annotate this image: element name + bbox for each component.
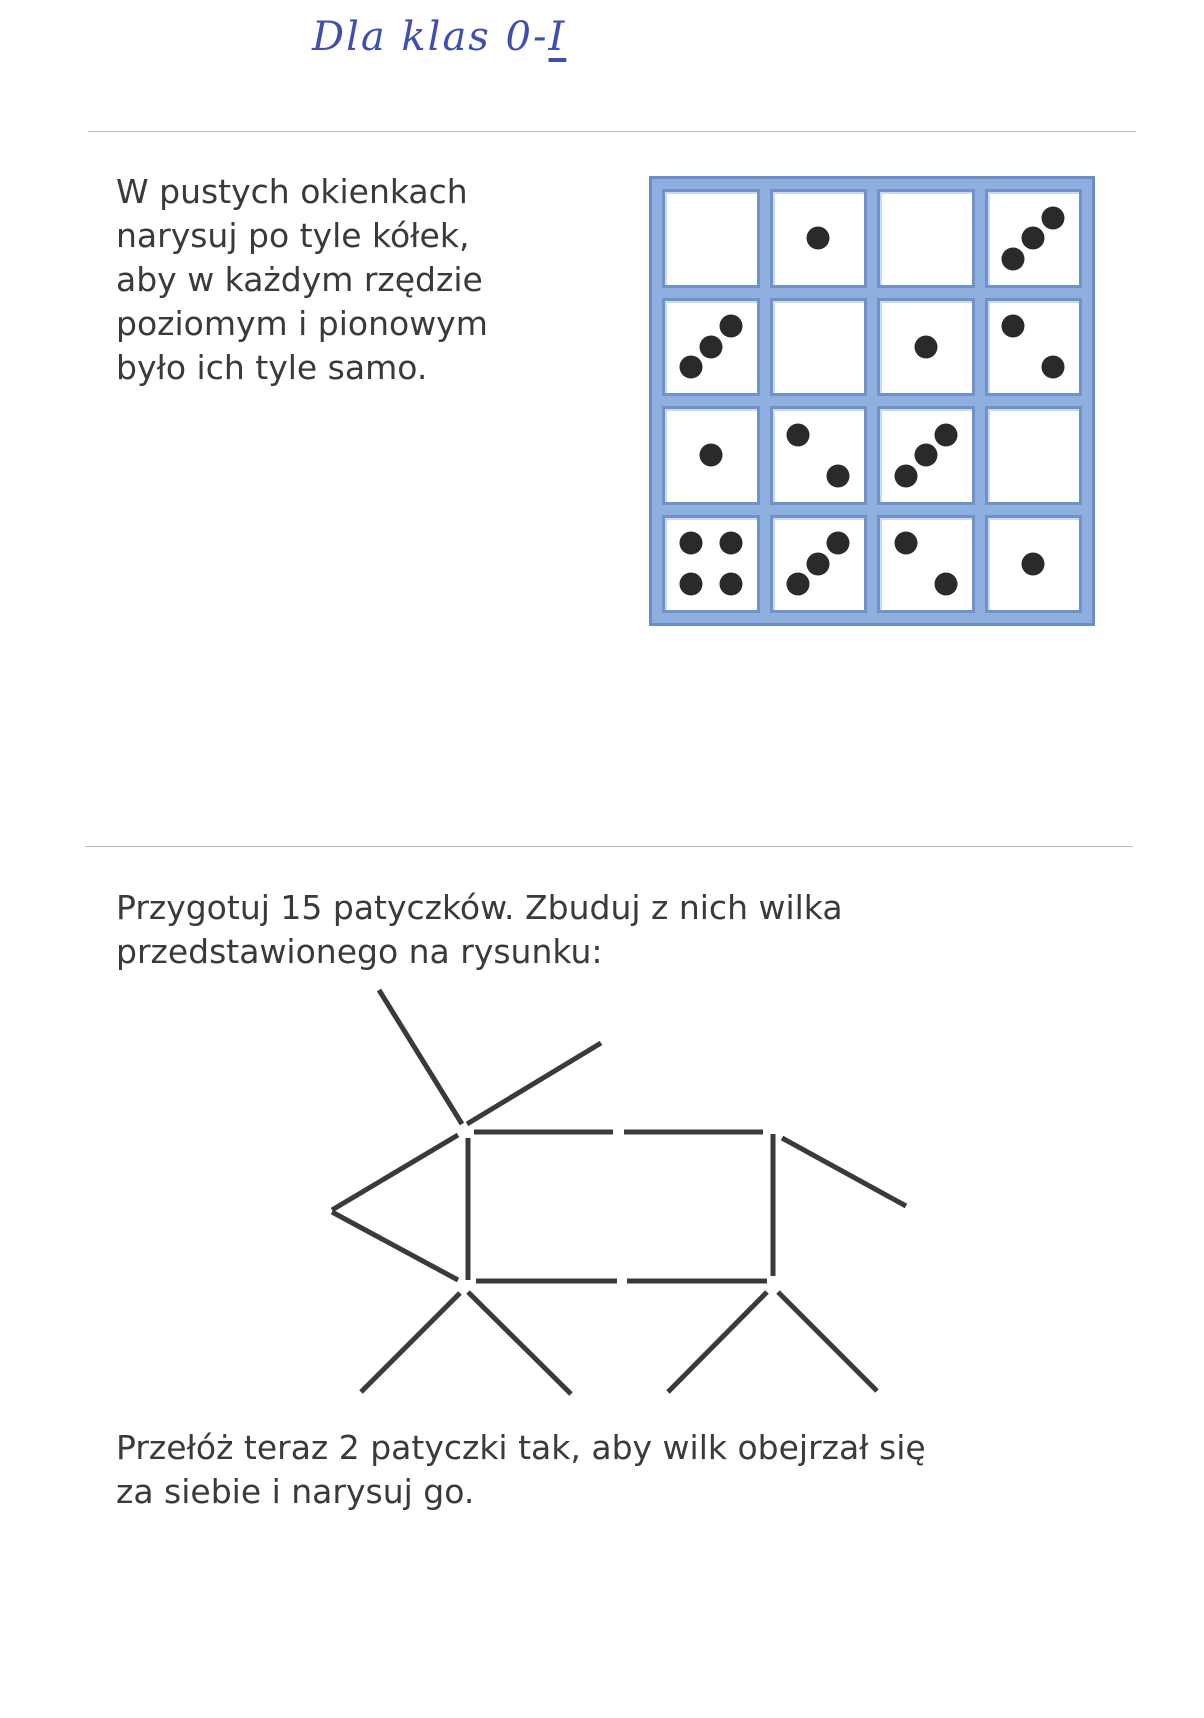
stick-head-lower bbox=[332, 1212, 458, 1280]
stick-leg-back-left bbox=[668, 1292, 767, 1392]
task1-line: było ich tyle samo. bbox=[116, 348, 428, 387]
stick-tail bbox=[782, 1138, 906, 1206]
task1-line: W pustych okienkach bbox=[116, 172, 468, 211]
stick-ear-right bbox=[467, 1043, 601, 1124]
task2-followup-line: za siebie i narysuj go. bbox=[116, 1472, 475, 1511]
task2-line: Przygotuj 15 patyczków. Zbuduj z nich wilka bbox=[116, 888, 843, 927]
task1-line: aby w każdym rzędzie bbox=[116, 260, 483, 299]
stick-leg-front-right bbox=[468, 1292, 571, 1394]
handwritten-note-level: I bbox=[548, 14, 567, 60]
task1-line: poziomym i pionowym bbox=[116, 304, 488, 343]
task2-line: przedstawionego na rysunku: bbox=[116, 932, 603, 971]
stick-ear-left bbox=[379, 990, 462, 1124]
handwritten-note-text: Dla klas 0- bbox=[312, 14, 549, 60]
stick-head-upper bbox=[332, 1135, 458, 1210]
task2-followup bbox=[116, 1426, 1036, 1514]
stick-leg-front-left bbox=[361, 1293, 460, 1392]
stick-leg-back-right bbox=[778, 1292, 877, 1391]
task1-line: narysuj po tyle kółek, bbox=[116, 216, 470, 255]
task2-followup-line: Przełóż teraz 2 patyczki tak, aby wilk obejrzał się bbox=[116, 1428, 926, 1467]
